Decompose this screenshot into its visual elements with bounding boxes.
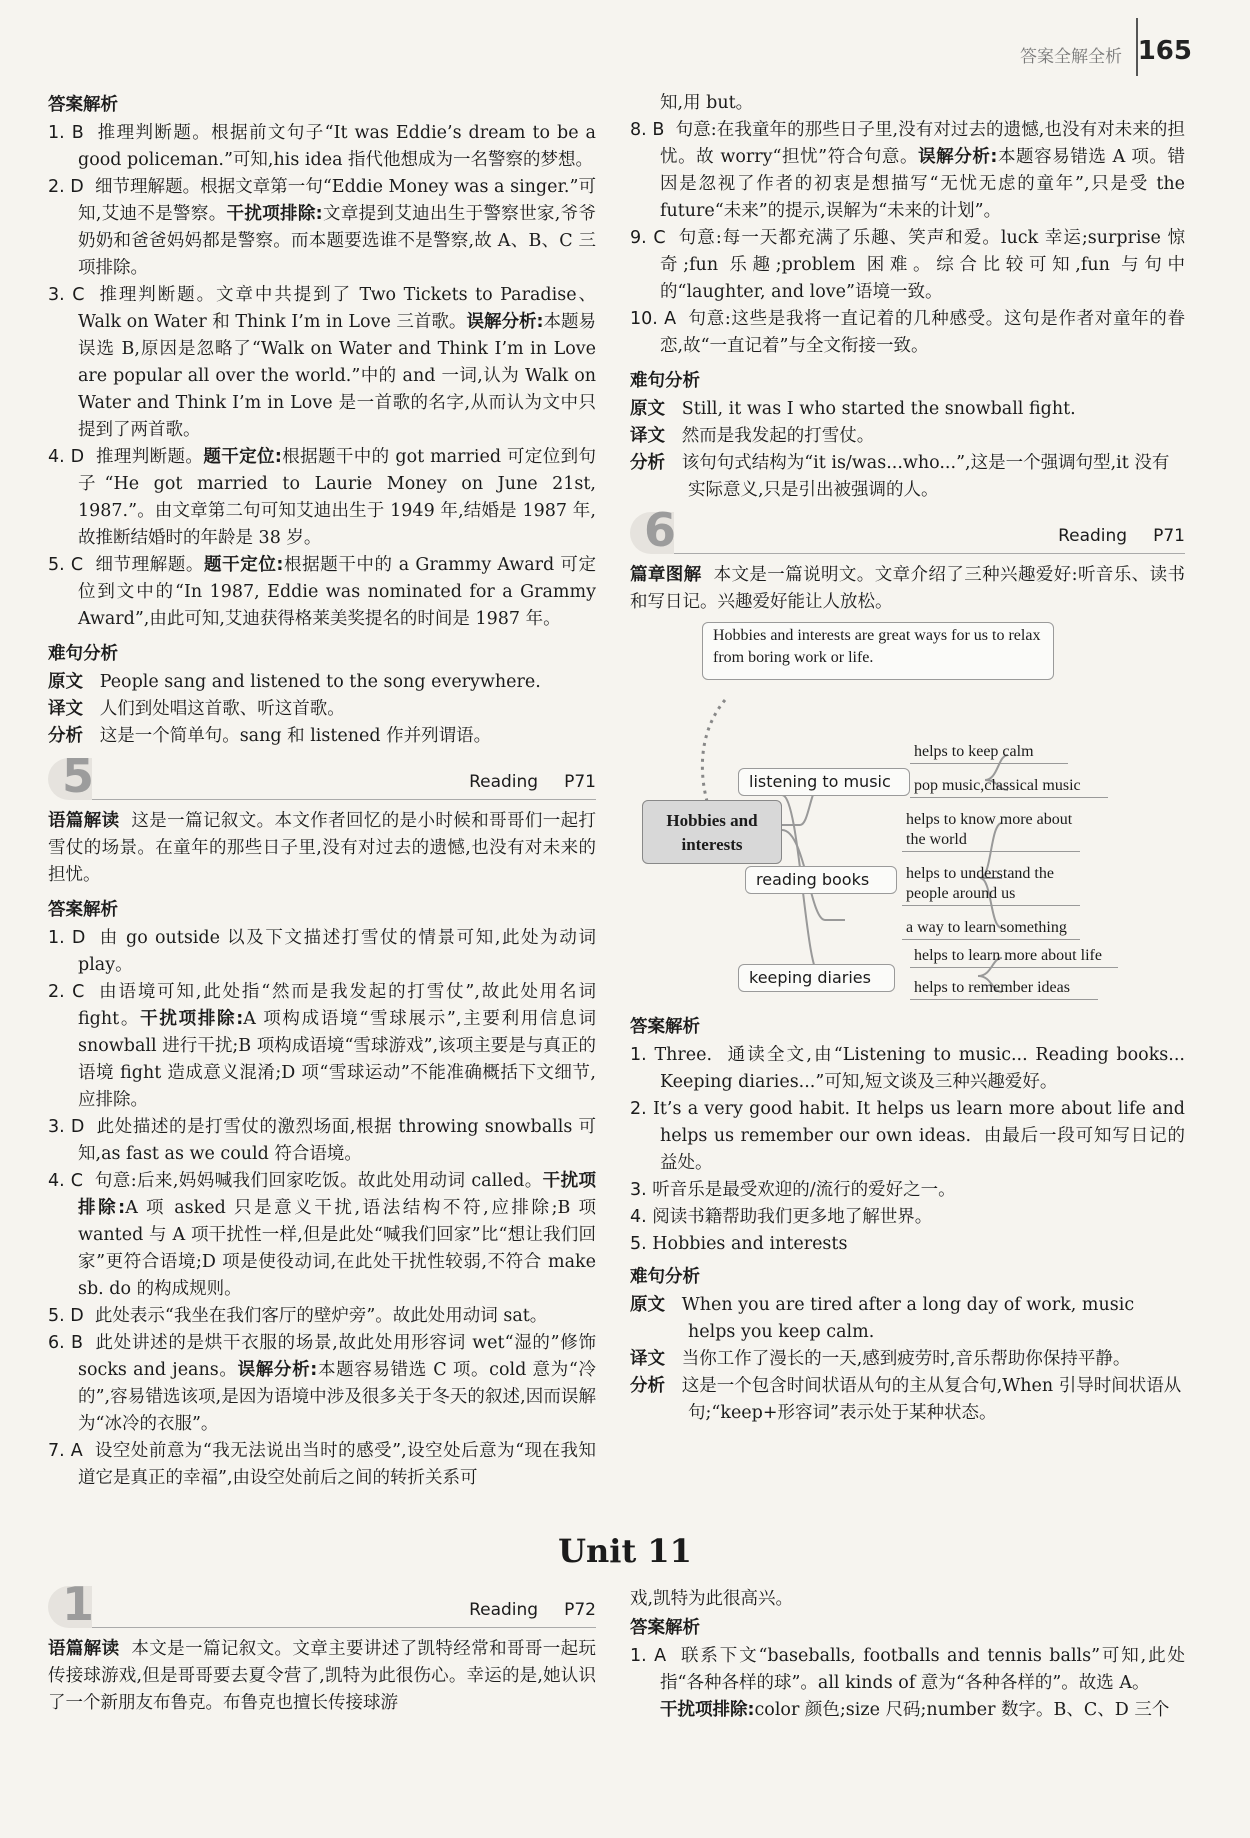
intro-keyword: 语篇解读	[48, 1639, 120, 1659]
answer-item	[48, 925, 596, 979]
hard-sentence-value: 这是一个简单句。sang 和 listened 作并列谓语。	[99, 726, 492, 746]
leaf: helps to keep calm	[910, 742, 1068, 764]
item-number: 1.	[48, 928, 65, 948]
item-number: 5.	[48, 555, 65, 575]
item-number: 6.	[48, 1333, 65, 1353]
section-header-6	[630, 503, 1185, 558]
answer-item	[48, 1438, 596, 1492]
passage-intro	[48, 808, 596, 889]
hard-sentence-key: 译文	[48, 699, 83, 719]
hard-sentence-value: 然而是我发起的打雪仗。	[681, 426, 875, 446]
item-rest: 本题容易错选 A 项。错因是忽视了作者的初衷是想描写“无忧无虑的童年”,只是受 the future“未来”的提示,误解为“未来的计划”。	[660, 147, 1186, 221]
item-number: 4.	[630, 1207, 647, 1227]
left-column	[48, 90, 596, 1492]
hard-sentence-value: When you are tired after a long day of work, music helps you keep calm.	[681, 1295, 1135, 1342]
answer-item	[630, 1643, 1185, 1724]
branch-listening-to-music: listening to music	[738, 768, 910, 796]
reading-label: Reading	[469, 772, 539, 792]
answer-list	[630, 1042, 1185, 1258]
item-number: 2.	[48, 982, 65, 1002]
reading-label: Reading	[1058, 526, 1128, 546]
section-rule	[674, 553, 1185, 554]
hard-sentence-row	[48, 723, 596, 750]
bottom-left-column	[48, 1578, 596, 1717]
item-number: 3.	[48, 285, 65, 305]
item-keyword: 误解分析:	[918, 147, 998, 167]
hard-sentence-value: Still, it was I who started the snowball fight.	[681, 399, 1076, 419]
item-number: 4.	[48, 447, 65, 467]
continued-text: 知,用 but。	[660, 93, 754, 113]
section-rule	[92, 799, 596, 800]
hard-sentence-key: 原文	[48, 672, 83, 692]
mind-map	[630, 620, 1185, 1000]
hard-sentence-key: 分析	[630, 453, 665, 473]
intro-text: 本文是一篇说明文。文章介绍了三种兴趣爱好:听音乐、读书和写日记。兴趣爱好能让人放松。	[630, 565, 1185, 612]
item-number: 3.	[630, 1180, 647, 1200]
leaf: helps to understand the people around us	[902, 864, 1080, 906]
item-text: 推理判断题。	[96, 447, 204, 467]
item-keyword: 题干定位:	[204, 555, 284, 575]
leaf: pop music,classical music	[910, 776, 1108, 798]
item-keyword: 误解分析:	[466, 312, 544, 332]
hard-sentence-row	[630, 396, 1185, 423]
item-text: 推理判断题。文章中共提到了 Two Tickets to Paradise、Walk on Water 和 Think I’m in Love 三首歌。	[78, 285, 596, 332]
item-letter: D	[71, 928, 86, 948]
item-text: Hobbies and interests	[652, 1234, 848, 1254]
section-number: 1	[62, 1577, 95, 1631]
hard-sentence-value: 当你工作了漫长的一天,感到疲劳时,音乐帮助你保持平静。	[681, 1349, 1131, 1369]
hard-sentence-key: 译文	[630, 426, 665, 446]
intro-keyword: 篇章图解	[630, 565, 702, 585]
item-keyword: 干扰项排除:	[140, 1009, 244, 1029]
item-rest: 根据题干中的 a Grammy Award 可定位到文中的“In 1987, Eddie was nominated for a Grammy Award”,由此可知,艾迪获得格莱美奖提名的时间是 1987 年。	[78, 555, 596, 629]
item-rest: A 项构成语境“雪球展示”,主要利用信息词 snowball 进行干扰;B 项构成语境“雪球游戏”,该项主要是与真正的语境 fight 造成意义混淆;D 项“雪球运动”不能准确概括下文细节,应排除。	[78, 1009, 597, 1110]
leaf: helps to know more about the world	[902, 810, 1080, 852]
answer-item	[630, 1096, 1185, 1177]
reading-label: Reading	[469, 1600, 539, 1620]
answer-list	[48, 120, 596, 633]
item-rest: 本题易误选 B,原因是忽略了“Walk on Water and Think I’m in Love are popular all over the world.”中的 and 一词,认为 Walk on Water and Think I’m in Love 是一首歌的名字,从而认为文中只提到了两首歌。	[78, 312, 597, 440]
passage-intro	[48, 1636, 596, 1717]
item-letter: C	[70, 1171, 83, 1191]
item-text: 由 go outside 以及下文描述打雪仗的情景可知,此处为动词 play。	[78, 928, 596, 975]
item-letter: A	[654, 1646, 667, 1666]
answer-item	[48, 120, 596, 174]
hard-sentence-list	[630, 1292, 1185, 1427]
item-rest: 文章提到艾迪出生于警察世家,爷爷奶奶和爸爸妈妈都是警察。而本题要选谁不是警察,故 A、B、C 三项排除。	[78, 204, 597, 278]
hard-sentence-row	[630, 1373, 1185, 1427]
answer-item	[48, 1330, 596, 1438]
hard-sentence-value: 这是一个包含时间状语从句的主从复合句,When 引导时间状语从句;“keep+形容词”表示处于某种状态。	[681, 1376, 1182, 1423]
hard-sentence-key: 原文	[630, 1295, 665, 1315]
section-rule	[92, 1627, 596, 1628]
item-rest: 根据题干中的 got married 可定位到句子“He got married to Laurie Money on June 21st, 1987.”。由文章第二句可知艾迪出生于 1949 年,结婚是 1987 年,故推断结婚时的年龄是 38 岁。	[78, 447, 596, 548]
hard-sentence-value: 该句句式结构为“it is/was...who...”,这是一个强调句型,it 没有实际意义,只是引出被强调的人。	[681, 453, 1170, 500]
section-number-badge	[48, 1577, 95, 1631]
item-number: 8.	[630, 120, 647, 140]
item-letter: C	[72, 285, 85, 305]
section-number-badge	[630, 503, 677, 557]
answer-item	[630, 1204, 1185, 1231]
answers-heading: 答案解析	[630, 1618, 700, 1638]
item-text: 设空处前意为“我无法说出当时的感受”,设空处后意为“现在我知道它是真正的幸福”,由设空处前后之间的转折关系可	[78, 1441, 596, 1488]
answer-item	[630, 1042, 1185, 1096]
section-number: 5	[62, 749, 95, 803]
hard-sentence-row	[630, 450, 1185, 504]
passage-intro	[630, 562, 1185, 616]
item-letter: B	[652, 120, 665, 140]
item-text: 句意:在我童年的那些日子里,没有对过去的遗憾,也没有对未来的担忧。故 worry“担忧”符合句意。	[660, 120, 1185, 167]
item-letter: B	[70, 1333, 83, 1353]
answer-item	[630, 225, 1185, 306]
answer-item	[48, 1303, 596, 1330]
item-letter: C	[70, 555, 84, 575]
item-letter: D	[70, 1306, 84, 1326]
item-text: 句意:后来,妈妈喊我们回家吃饭。故此处用动词 called。	[94, 1171, 543, 1191]
dotted-arrow	[702, 700, 725, 805]
section-reading-label	[443, 1597, 596, 1624]
item-letter: D	[70, 1117, 85, 1137]
answer-item	[48, 444, 596, 552]
item-text: 细节理解题。根据文章第一句“Eddie Money was a singer.”可知,艾迪不是警察。	[78, 177, 596, 224]
item-number: 1.	[48, 123, 65, 143]
item-rest: 通读全文,由“Listening to music... Reading books... Keeping diaries...”可知,短文谈及三种兴趣爱好。	[660, 1045, 1185, 1092]
page-header	[0, 8, 1250, 78]
answers-heading: 答案解析	[630, 1017, 700, 1037]
section-header-5	[48, 749, 596, 804]
item-number: 9.	[630, 228, 647, 248]
intro-text: 本文是一篇记叙文。文章主要讲述了凯特经常和哥哥一起玩传接球游戏,但是哥哥要去夏令营了,凯特为此很伤心。幸运的是,她认识了一个新朋友布鲁克。布鲁克也擅长传接球游	[48, 1639, 596, 1713]
item-rest: A 项 asked 只是意义干扰,语法结构不符,应排除;B 项 wanted 与 A 项干扰性一样,但是此处“喊我们回家”比“想让我们回家”更符合语境;D 项是使役动词,在此处干扰性较弱,不符合 make sb. do 的构成规则。	[78, 1198, 596, 1299]
item-text: Three.	[654, 1045, 713, 1065]
page-number: 165	[1137, 36, 1192, 66]
answer-item	[48, 174, 596, 282]
continued-text: 戏,凯特为此很高兴。	[630, 1589, 794, 1609]
hard-sentence-heading: 难句分析	[630, 371, 700, 391]
intro-text: 这是一篇记叙文。本文作者回忆的是小时候和哥哥们一起打雪仗的场景。在童年的那些日子里,没有对过去的遗憾,也没有对未来的担忧。	[48, 811, 596, 885]
branch-reading-books: reading books	[745, 866, 897, 894]
answer-list	[48, 925, 596, 1492]
item-text: 听音乐是最受欢迎的/流行的爱好之一。	[652, 1180, 956, 1200]
answer-item	[48, 1114, 596, 1168]
branch-keeping-diaries: keeping diaries	[738, 964, 895, 992]
right-column	[630, 90, 1185, 1427]
item-letter: C	[653, 228, 666, 248]
reading-page: P71	[1153, 526, 1185, 546]
item-number: 5.	[48, 1306, 65, 1326]
item-text: 句意:这些是我将一直记着的几种感受。这句是作者对童年的眷恋,故“一直记着”与全文衔接一致。	[660, 309, 1185, 356]
answer-item	[630, 1177, 1185, 1204]
answer-item	[48, 552, 596, 633]
item-keyword: 误解分析:	[237, 1360, 318, 1380]
hard-sentence-row	[630, 1292, 1185, 1346]
item-rest: 本题容易错选 C 项。cold 意为“冷的”,容易错选该项,是因为语境中涉及很多关于冬天的叙述,因而误解为“冰冷的衣服”。	[78, 1360, 596, 1434]
item-letter: D	[70, 447, 85, 467]
intro-keyword: 语篇解读	[48, 811, 120, 831]
hard-sentence-key: 分析	[630, 1376, 665, 1396]
hard-sentence-list	[48, 669, 596, 750]
leaf: a way to learn something	[902, 918, 1080, 940]
hard-sentence-key: 译文	[630, 1349, 665, 1369]
hard-sentence-heading: 难句分析	[630, 1267, 700, 1287]
item-text: 细节理解题。	[95, 555, 205, 575]
section-number-badge	[48, 749, 95, 803]
mind-map-center: Hobbies and interests	[642, 800, 782, 864]
item-keyword: 题干定位:	[203, 447, 282, 467]
hard-sentence-value: People sang and listened to the song everywhere.	[99, 672, 541, 692]
item-keyword: 干扰项排除:	[78, 1171, 596, 1218]
item-letter: D	[70, 177, 84, 197]
hard-sentence-key: 分析	[48, 726, 83, 746]
answer-item	[630, 1231, 1185, 1258]
bottom-right-column	[630, 1586, 1185, 1724]
leaf: helps to learn more about life	[910, 946, 1118, 968]
item-letter: A	[664, 309, 677, 329]
item-text: 由语境可知,此处指“然而是我发起的打雪仗”,故此处用名词 fight。	[78, 982, 596, 1029]
item-rest: 由最后一段可知写日记的益处。	[660, 1126, 1185, 1173]
hard-sentence-key: 原文	[630, 399, 665, 419]
hard-sentence-list	[630, 396, 1185, 504]
item-number: 1.	[630, 1646, 647, 1666]
unit-title: Unit 11	[558, 1532, 692, 1570]
item-number: 10.	[630, 309, 658, 329]
item-text: 句意:每一天都充满了乐趣、笑声和爱。luck 幸运;surprise 惊奇;fun 乐趣;problem 困难。综合比较可知,fun 与句中的“laughter, and love”语境一致。	[660, 228, 1185, 302]
section-reading-label	[443, 769, 596, 796]
item-text: 联系下文“baseballs, footballs and tennis balls”可知,此处指“各种各样的球”。all kinds of 意为“各种各样的”。故选 A。	[660, 1646, 1185, 1693]
item-number: 1.	[630, 1045, 647, 1065]
answer-item	[630, 117, 1185, 225]
leaf: helps to remember ideas	[910, 978, 1098, 1000]
mind-map-summary: Hobbies and interests are great ways for us to relax from boring work or life.	[702, 622, 1054, 680]
hard-sentence-value: 人们到处唱这首歌、听这首歌。	[99, 699, 345, 719]
hard-sentence-row	[630, 423, 1185, 450]
answers-heading: 答案解析	[48, 900, 118, 920]
answer-item	[48, 979, 596, 1114]
section-number: 6	[644, 503, 677, 557]
section-header-1	[48, 1577, 596, 1632]
item-text: 此处描述的是打雪仗的激烈场面,根据 throwing snowballs 可知,as fast as we could 符合语境。	[78, 1117, 596, 1164]
item-keyword: 干扰项排除:	[226, 204, 323, 224]
hard-sentence-heading: 难句分析	[48, 644, 118, 664]
item-number: 3.	[48, 1117, 65, 1137]
answer-list	[630, 117, 1185, 360]
item-letter: A	[70, 1441, 83, 1461]
reading-page: P71	[564, 772, 596, 792]
reading-page: P72	[564, 1600, 596, 1620]
item-letter: C	[72, 982, 85, 1002]
item-number: 4.	[48, 1171, 65, 1191]
answer-item	[48, 282, 596, 444]
item-number: 2.	[48, 177, 65, 197]
hard-sentence-row	[48, 669, 596, 696]
item-number: 5.	[630, 1234, 647, 1254]
header-title: 答案全解全析	[1020, 47, 1122, 67]
answer-item	[48, 1168, 596, 1303]
hard-sentence-row	[48, 696, 596, 723]
answers-heading: 答案解析	[48, 95, 118, 115]
item-text: 阅读书籍帮助我们更多地了解世界。	[652, 1207, 933, 1227]
item-text: It’s a very good habit. It helps us learn more about life and helps us remember our own ideas.	[652, 1099, 1185, 1146]
item-letter: B	[71, 123, 84, 143]
answer-item	[630, 306, 1185, 360]
hard-sentence-row	[630, 1346, 1185, 1373]
item-keyword: 干扰项排除:	[660, 1700, 755, 1720]
item-number: 2.	[630, 1099, 647, 1119]
item-rest: color 颜色;size 尺码;number 数字。B、C、D 三个	[754, 1700, 1170, 1720]
item-number: 7.	[48, 1441, 65, 1461]
item-text: 此处表示“我坐在我们客厅的壁炉旁”。故此处用动词 sat。	[94, 1306, 548, 1326]
section-reading-label	[1032, 523, 1185, 550]
item-text: 此处讲述的是烘干衣服的场景,故此处用形容词 wet“湿的”修饰 socks and jeans。	[78, 1333, 596, 1380]
item-text: 推理判断题。根据前文句子“It was Eddie’s dream to be a good policeman.”可知,his idea 指代他想成为一名警察的梦想。	[78, 123, 596, 170]
